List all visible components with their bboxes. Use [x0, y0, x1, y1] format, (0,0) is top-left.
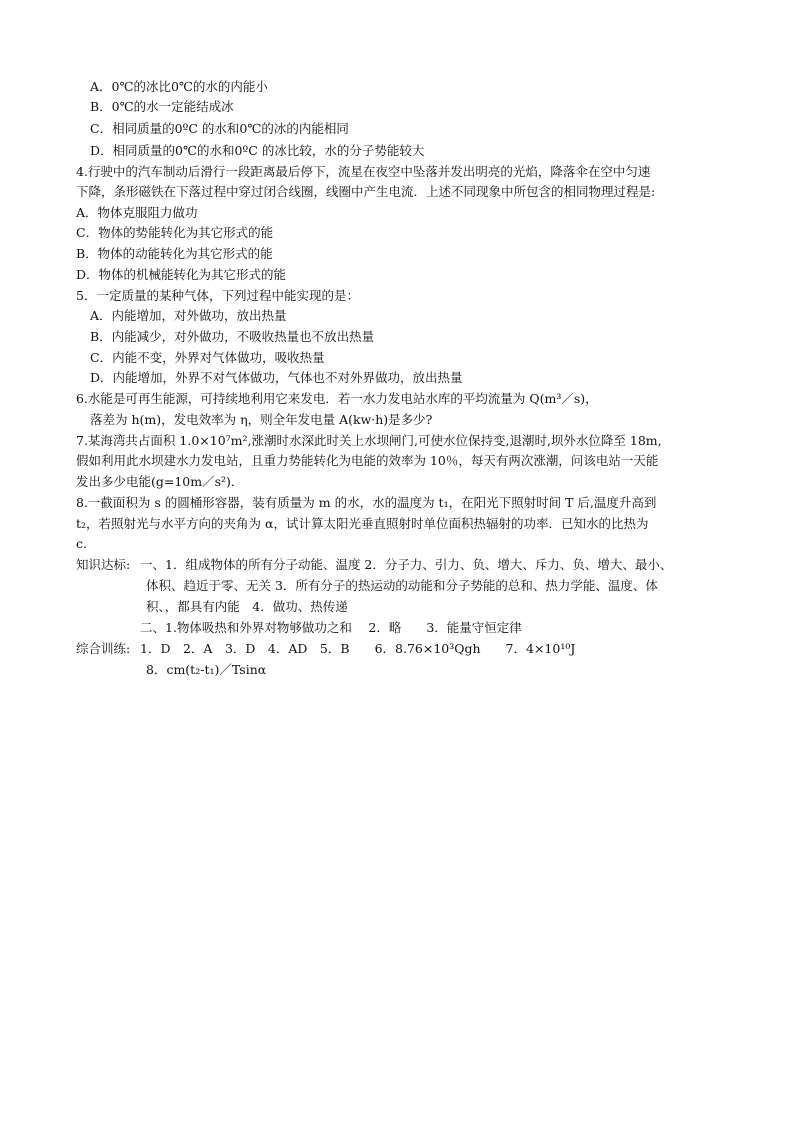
q8-line3: c． [76, 536, 96, 551]
answers-zhishi-line3: 积、，都具有内能 4．做功、热传递 [146, 599, 348, 614]
answers-zonghe-line1: 1．D 2．A 3．D 4．AD 5．B 6．8.76×10³Qgh 7．4×10¹⁰J [140, 641, 576, 656]
q5-option-c: C．内能不变，外界对气体做功，吸收热量 [90, 350, 325, 365]
q7-line1: 7.某海湾共占面积 1.0×10⁷m²,涨潮时水深此时关上水坝闸门,可使水位保持变,退潮时,坝外水位降至 18m, [76, 433, 662, 448]
q5-option-a: A．内能增加，对外做功，放出热量 [90, 308, 287, 323]
q3-option-a: A．0℃的冰比0℃的水的内能小 [90, 79, 268, 94]
q7-line2: 假如利用此水坝建水力发电站，且重力势能转化为电能的效率为 10％，每天有两次涨潮，问该电站一天能 [76, 453, 659, 468]
q8-line2: t₂，若照射光与水平方向的夹角为 α，试计算太阳光垂直照射时单位面积热辐射的功率．已知水的比热为 [76, 516, 649, 531]
q3-option-d: D．相同质量的0℃的水和0ºC 的冰比较，水的分子势能较大 [90, 143, 425, 158]
q4-stem-line2: 下降，条形磁铁在下落过程中穿过闭合线圈，线圈中产生电流．上述不同现象中所包含的相同物理过程是: [76, 184, 656, 199]
answers-zhishi-line2: 体积、趋近于零、无关 3．所有分子的热运动的动能和分子势能的总和、热力学能、温度、体 [146, 578, 658, 593]
q4-stem-line1: 4.行驶中的汽车制动后滑行一段距离最后停下，流星在夜空中坠落并发出明亮的光焰，降落伞在空中匀速 [76, 164, 651, 179]
q3-option-c: C．相同质量的0ºC 的水和0℃的冰的内能相同 [90, 121, 349, 136]
q4-option-b: B．物体的动能转化为其它形式的能 [76, 246, 273, 261]
q6-line1: 6.水能是可再生能源，可持续地利用它来发电．若一水力发电站水库的平均流量为 Q(m³／s)， [76, 391, 598, 406]
q5-option-d: D．内能增加，外界不对气体做功，气体也不对外界做功，放出热量 [90, 370, 463, 385]
answers-zhishi-line4: 二、1.物体吸热和外界对物够做功之和 2．略 3．能量守恒定律 [140, 620, 522, 635]
q8-line1: 8.一截面积为 s 的圆桶形容器，装有质量为 m 的水，水的温度为 t₁，在阳光下照射时间 T 后,温度升高到 [76, 495, 657, 510]
answers-zhishi-label: 知识达标: [76, 557, 131, 572]
q4-option-c: C．物体的势能转化为其它形式的能 [76, 225, 274, 240]
q6-line2: 落差为 h(m)，发电效率为 η，则全年发电量 A(kw·h)是多少? [90, 412, 433, 427]
q4-option-d: D．物体的机械能转化为其它形式的能 [76, 267, 287, 282]
q4-option-a: A．物体克服阻力做功 [76, 205, 198, 220]
answers-zonghe-line2: 8．cm(t₂-t₁)／Tsinα [146, 662, 267, 677]
q3-option-b: B．0℃的水一定能结成冰 [90, 99, 234, 114]
q7-line3: 发出多少电能(g=10m／s²)． [76, 474, 244, 489]
q5-stem: 5．一定质量的某种气体，下列过程中能实现的是： [76, 288, 359, 303]
answers-zonghe-label: 综合训练: [76, 641, 131, 656]
answers-zhishi-line1: 一、1．组成物体的所有分子动能、温度 2．分子力、引力、负、增大、斥力、负、增大、最小、 [140, 557, 673, 572]
q5-option-b: B．内能减少，对外做功，不吸收热量也不放出热量 [90, 329, 375, 344]
